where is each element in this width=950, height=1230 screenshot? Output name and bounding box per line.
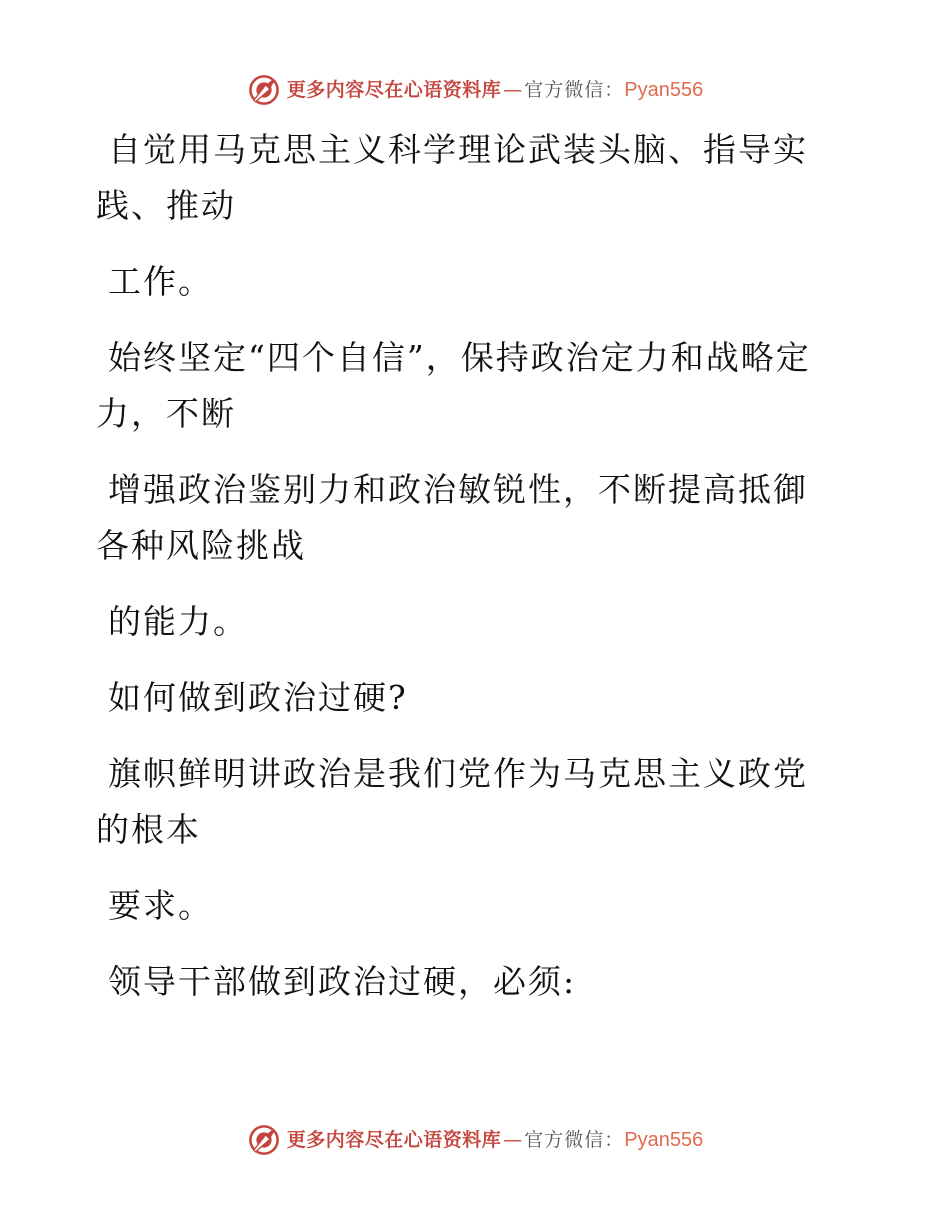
banner-text (287, 1130, 704, 1150)
paragraph: 增强政治鉴别力和政治敏锐性，不断提高抵御各种风险挑战 (96, 470, 808, 565)
banner-wechat-label: 官方微信： (524, 1128, 625, 1151)
banner-wechat-label: 官方微信： (524, 78, 625, 101)
banner-main-text: 更多内容尽在心语资料库 (286, 1128, 502, 1151)
paragraph: 要求。 (108, 886, 213, 925)
paragraph: 的能力。 (108, 602, 248, 641)
banner-main-text: 更多内容尽在心语资料库 (286, 78, 502, 101)
paragraph: 领导干部做到政治过硬，必须: (108, 962, 577, 1001)
paragraph: 旗帜鲜明讲政治是我们党作为马克思主义政党的根本 (96, 754, 808, 849)
banner-text (287, 80, 704, 100)
pen-nib-logo-icon (247, 1123, 281, 1157)
footer-banner (0, 1120, 950, 1160)
pen-nib-logo-icon (247, 73, 281, 107)
paragraph: 如何做到政治过硬? (108, 678, 408, 717)
paragraph: 始终坚定“四个自信”，保持政治定力和战略定力，不断 (96, 338, 811, 433)
paragraph: 工作。 (108, 262, 213, 301)
banner-wechat-id: Pyan556 (624, 1129, 704, 1151)
paragraph: 自觉用马克思主义科学理论武装头脑、指导实践、推动 (96, 130, 808, 225)
banner-separator: — (503, 1128, 523, 1151)
banner-separator: — (503, 78, 523, 101)
header-banner (0, 70, 950, 110)
document-body (96, 122, 836, 1030)
banner-wechat-id: Pyan556 (624, 79, 704, 101)
